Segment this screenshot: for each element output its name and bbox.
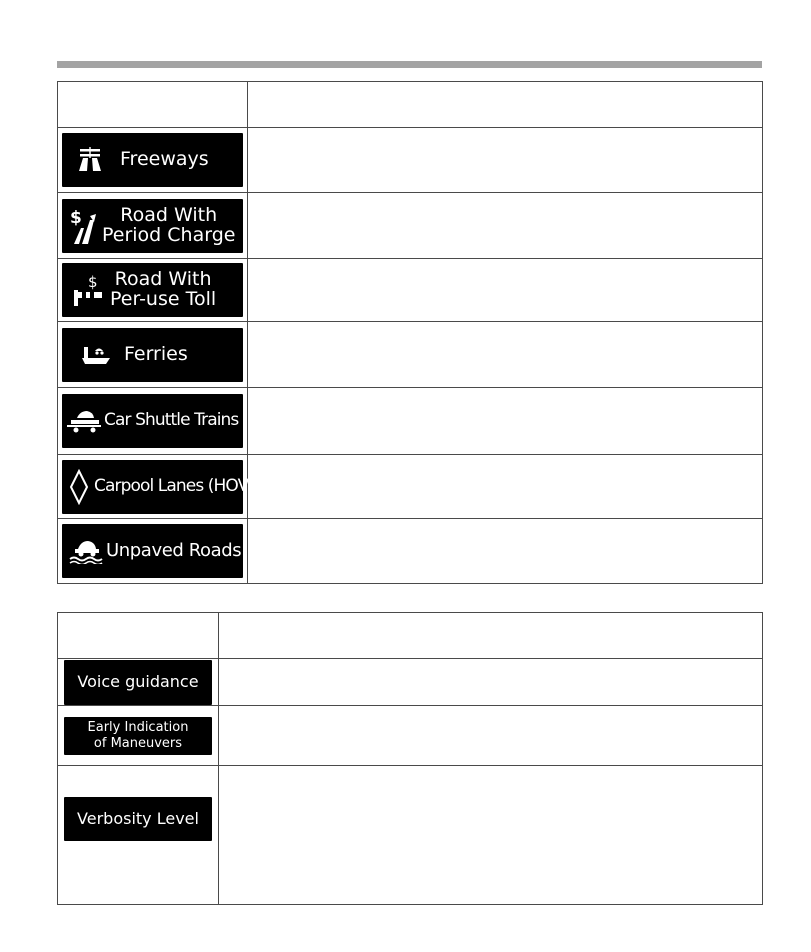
table-header-row — [58, 82, 763, 128]
row-description — [219, 659, 763, 706]
header-cell-option — [58, 82, 248, 128]
button-label: Car Shuttle Trains — [104, 410, 239, 431]
row-description — [248, 388, 763, 455]
button-label: Road With Per-use Toll — [110, 268, 217, 310]
row-description — [248, 322, 763, 388]
table-row — [58, 659, 763, 706]
table-row — [58, 706, 763, 766]
sound-options-table — [57, 612, 763, 905]
carpool-diamond-icon — [68, 465, 90, 509]
table-row — [58, 388, 763, 455]
period-charge-icon — [66, 204, 100, 248]
button-label: Road With Period Charge — [102, 203, 236, 246]
header-cell-description — [248, 82, 763, 128]
table-row — [58, 193, 763, 259]
unpaved-road-icon — [68, 531, 104, 571]
table-row — [58, 322, 763, 388]
voice-guidance-button[interactable] — [64, 660, 212, 705]
header-cell-description — [219, 613, 763, 659]
table-row — [58, 766, 763, 905]
svg-text:$: $ — [88, 273, 98, 291]
button-label: Ferries — [124, 342, 188, 365]
route-options-table — [57, 81, 763, 584]
table-row — [58, 455, 763, 519]
car-shuttle-trains-button[interactable] — [62, 394, 243, 448]
button-label: Early Indication of Maneuvers — [87, 719, 189, 751]
button-label: Freeways — [120, 148, 209, 171]
carpool-lanes-button[interactable] — [62, 460, 255, 514]
car-shuttle-train-icon — [66, 401, 102, 441]
toll-barrier-icon — [72, 268, 106, 312]
ferries-button[interactable] — [62, 328, 243, 382]
row-description — [248, 259, 763, 322]
table-row — [58, 519, 763, 584]
row-description — [219, 706, 763, 766]
header-cell-option — [58, 613, 219, 659]
button-label: Carpool Lanes (HOV) — [94, 475, 255, 496]
row-description — [248, 519, 763, 584]
header-rule — [57, 61, 762, 68]
row-description — [248, 128, 763, 193]
row-description — [219, 766, 763, 905]
freeway-icon — [70, 140, 110, 180]
table-row — [58, 128, 763, 193]
table-row — [58, 259, 763, 322]
freeways-button[interactable] — [62, 133, 243, 187]
period-charge-button[interactable] — [62, 199, 243, 253]
table-header-row — [58, 613, 763, 659]
per-use-toll-button[interactable] — [62, 263, 243, 317]
ferry-icon — [80, 335, 112, 375]
early-indication-button[interactable] — [64, 717, 212, 755]
unpaved-roads-button[interactable] — [62, 524, 243, 578]
button-label: Verbosity Level — [77, 808, 199, 828]
row-description — [248, 455, 763, 519]
button-label: Unpaved Roads — [106, 539, 242, 561]
button-label: Voice guidance — [77, 671, 199, 691]
verbosity-level-button[interactable] — [64, 797, 212, 841]
row-description — [248, 193, 763, 259]
svg-text:$: $ — [70, 207, 82, 228]
